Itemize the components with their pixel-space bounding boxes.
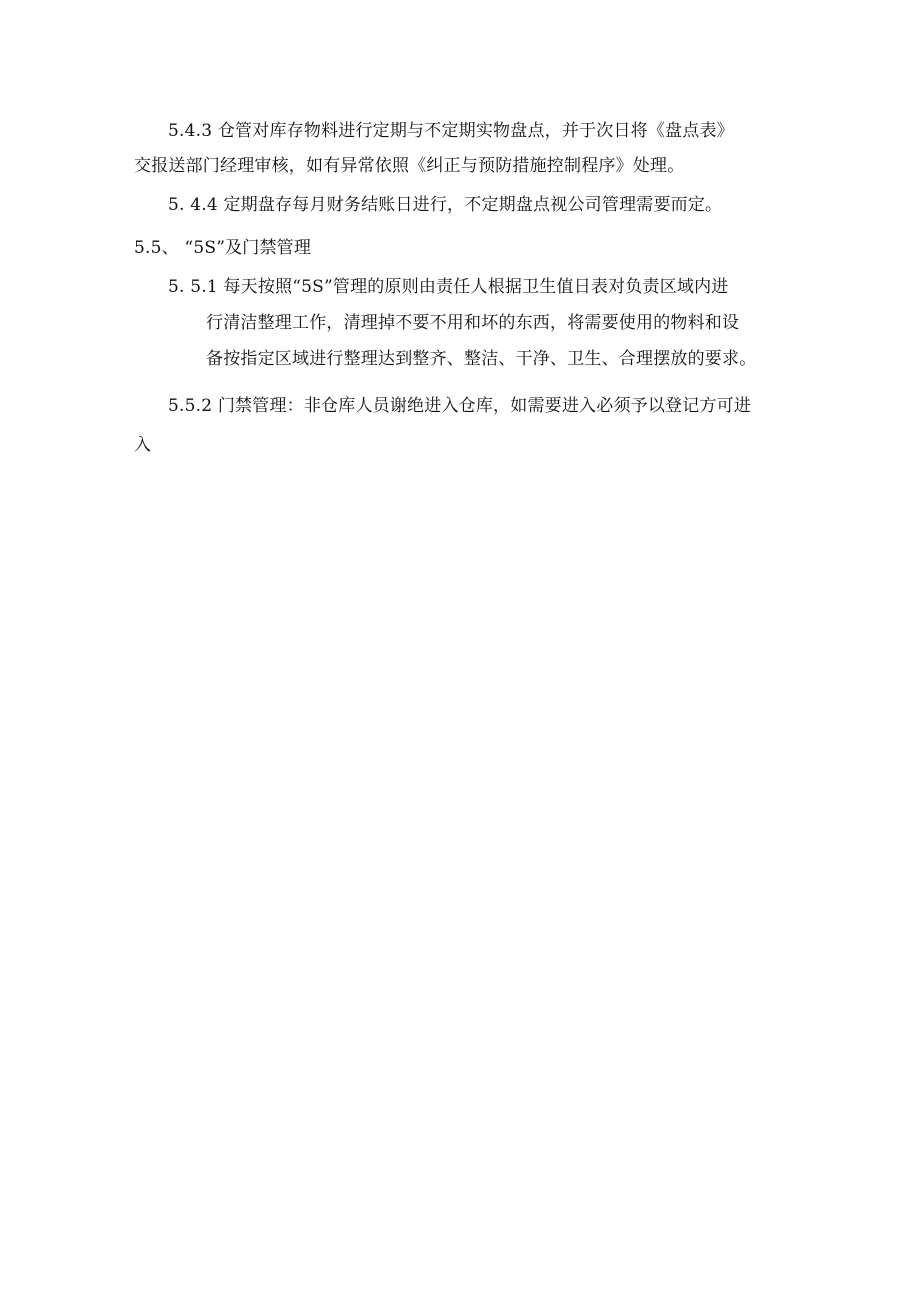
paragraph-5-5-1-line-1: 5. 5.1 每天按照“5S”管理的原则由责任人根据卫生值日表对负责区域内进 bbox=[168, 277, 729, 297]
paragraph-5-4-3-line-2: 交报送部门经理审核，如有异常依照《纠正与预防措施控制程序》处理。 bbox=[134, 156, 685, 176]
paragraph-5-4-3-line-1: 5.4.3 仓管对库存物料进行定期与不定期实物盘点，并于次日将《盘点表》 bbox=[168, 121, 734, 141]
paragraph-5-4-4-line-1: 5. 4.4 定期盘存每月财务结账日进行，不定期盘点视公司管理需要而定。 bbox=[168, 195, 723, 215]
section-heading-5-5: 5.5、 “5S”及门禁管理 bbox=[134, 238, 312, 258]
paragraph-5-5-1-line-2: 行清洁整理工作，清理掉不要不用和坏的东西，将需要使用的物料和设 bbox=[206, 313, 740, 333]
paragraph-5-5-1-line-3: 备按指定区域进行整理达到整齐、整洁、干净、卫生、合理摆放的要求。 bbox=[206, 349, 757, 369]
paragraph-5-5-2-line-1: 5.5.2 门禁管理：非仓库人员谢绝进入仓库，如需要进入必须予以登记方可进 bbox=[168, 396, 752, 416]
paragraph-5-5-2-line-2: 入 bbox=[134, 435, 152, 455]
